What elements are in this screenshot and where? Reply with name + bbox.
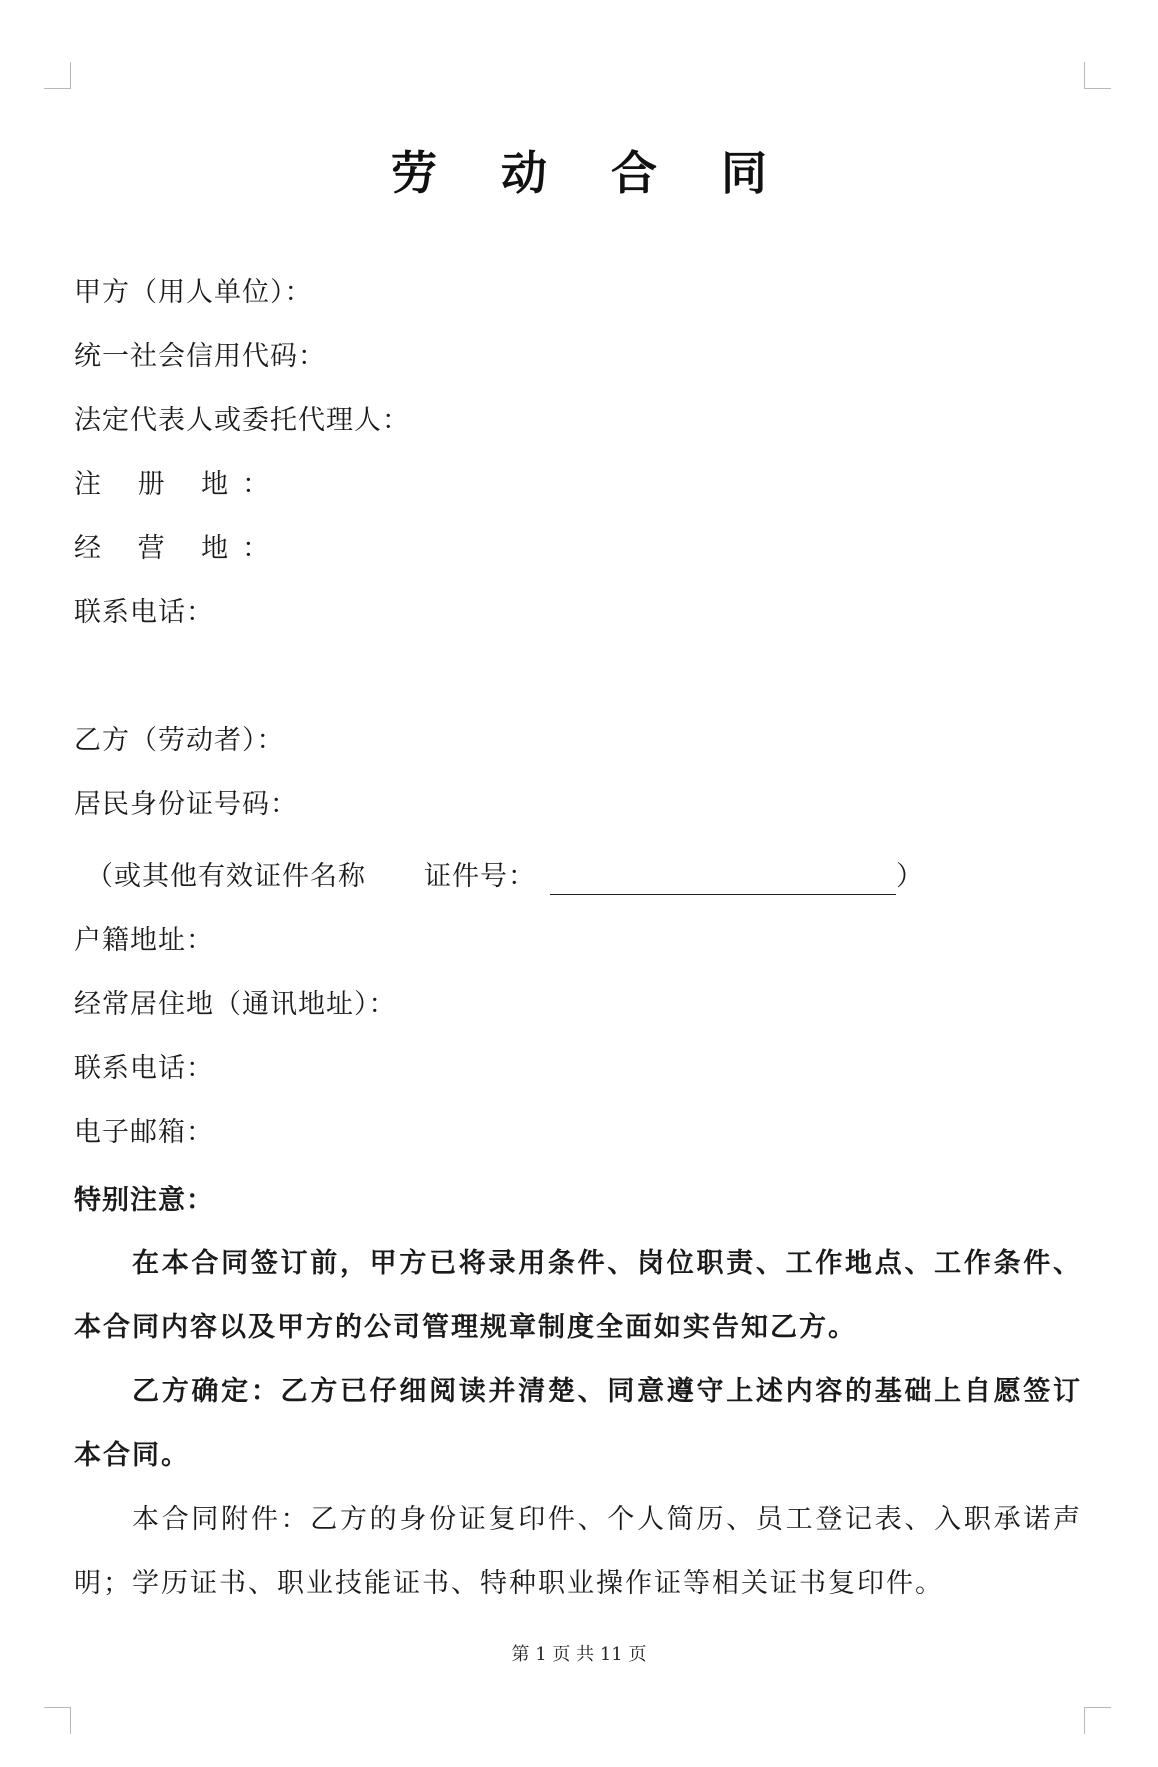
notice-paragraph-1: 在本合同签订前，甲方已将录用条件、岗位职责、工作地点、工作条件、本合同内容以及甲方的公司管理规章制度全面如实告知乙方。 [74,1248,1082,1343]
page-number-footer: 第 1 页 共 11 页 [511,1644,647,1665]
party-a-phone-label: 联系电话： [74,597,214,628]
party-a-representative-label: 法定代表人或委托代理人： [74,405,410,436]
notice-heading: 特别注意： [74,1185,214,1216]
cert-no-label: 证件号： [424,861,536,892]
document-title: 劳 动 合 同 [390,146,792,200]
party-a-name-label: 甲方（用人单位）： [74,277,313,308]
cert-close: ） [896,861,924,892]
party-b-residence-label: 经常居住地（通讯地址）： [74,989,397,1020]
party-b-phone-label: 联系电话： [74,1053,214,1084]
party-b-id-label: 居民身份证号码： [74,789,298,820]
crop-mark-bottom-right [1084,1707,1111,1734]
party-a-credit-code-label: 统一社会信用代码： [74,341,326,372]
party-b-email-label: 电子邮箱： [74,1117,214,1148]
party-b-name-label: 乙方（劳动者）： [74,725,285,756]
notice-paragraph-2: 乙方确定：乙方已仔细阅读并清楚、同意遵守上述内容的基础上自愿签订本合同。 [74,1376,1082,1471]
cert-no-blank [550,866,896,895]
party-a-business-address-label: 经 营 地： [74,533,284,564]
crop-mark-bottom-left [44,1707,71,1734]
party-b-household-label: 户籍地址： [74,925,214,956]
party-a-registered-address-label: 注 册 地： [74,469,284,500]
attachments-paragraph: 本合同附件：乙方的身份证复印件、个人简历、员工登记表、入职承诺声明；学历证书、职业技能证书、特种职业操作证等相关证书复印件。 [74,1504,1082,1599]
other-cert-line [86,859,924,895]
crop-mark-top-right [1084,62,1111,89]
crop-mark-top-left [44,62,71,89]
other-cert-label: （或其他有效证件名称 [86,861,366,892]
